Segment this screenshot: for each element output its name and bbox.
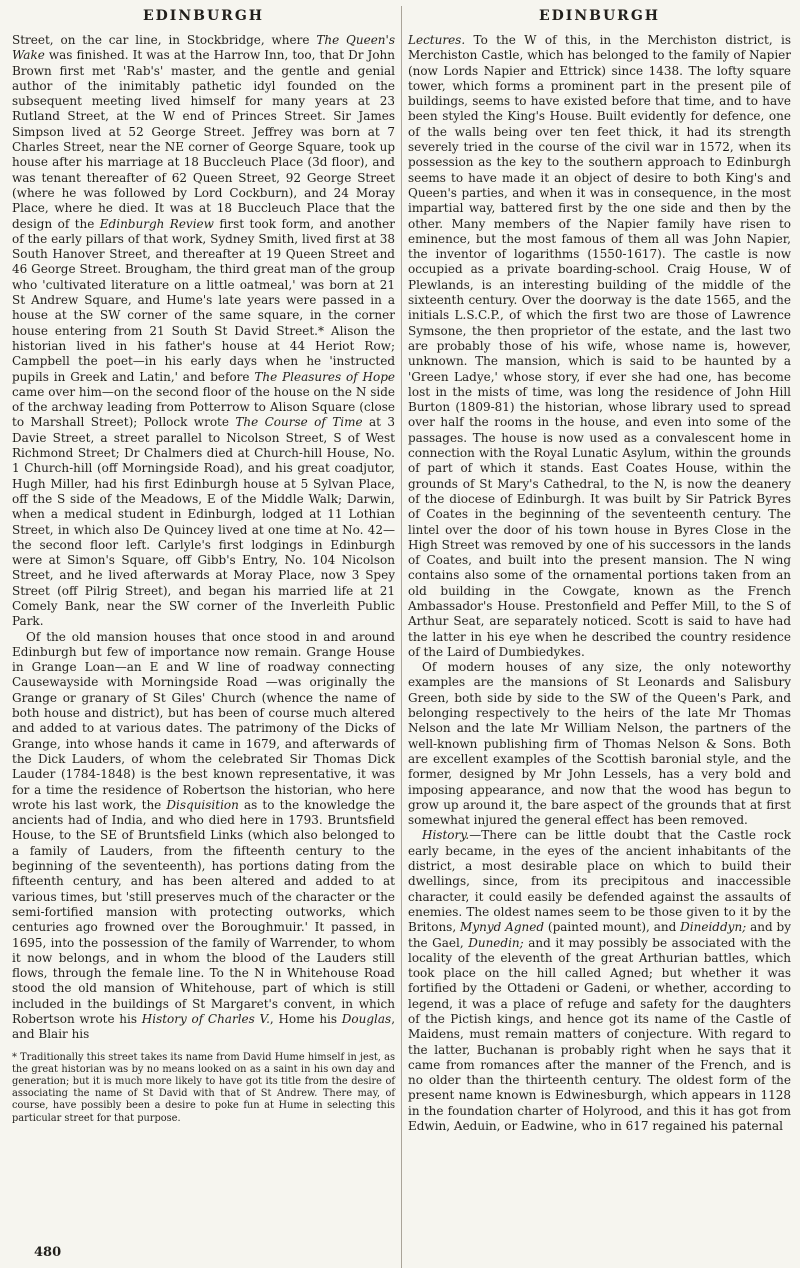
right-column xyxy=(406,6,791,1268)
right-paragraph-3: History.—There can be little doubt that the Castle rock early became, in the eyes of the ancient inhabitants of the district, a most desirable place on which to build their dwellings, since, from its precipitous and inaccessible character, it could easily be defended against the assaults of enemies. The oldest names seem to be those given to it by the Britons, Mynyd Agned (painted mount), and Dineiddyn; and by the Gael, Dunedin; and it may possibly be associated with the locality of the eleventh of the great Arthurian battles, which took place on the hill called Agned; but whether it was fortified by the Ottadeni or Gadeni, or whether, according to legend, it was a place of refuge and safety for the daughters of the Pictish kings, and hence got its name of the Castle of Maidens, must remain matters of conjecture. With regard to the latter, Buchanan is probably right when he says that it came from romances after the manner of the French, and is no older than the thirteenth century. The oldest form of the present name known is Edwinesburgh, which appears in 1128 in the foundation charter of Holyrood, and this it has got from Edwin, Aeduin, or Eadwine, who in 617 regained his paternal xyxy=(408,828,791,1134)
running-head-left: EDINBURGH xyxy=(142,8,265,24)
running-head-right: EDINBURGH xyxy=(538,8,661,24)
left-paragraph-2: Of the old mansion houses that once stood in and around Edinburgh but few of importance now remain. Grange House in Grange Loan—an E and W line of roadway connecting Causewayside with Morningside Road —was originally the Grange or granary of St Giles' Church (whence the name of both house and district), but has been of course much altered and added to at various dates. The patrimony of the Dicks of Grange, into whose hands it came in 1679, and afterwards of the Dick Lauders, of whom the celebrated Sir Thomas Dick Lauder (1784-1848) is the best known representative, it was for a time the residence of Robertson the historian, who here wrote his last work, the Disquisition as to the knowledge the ancients had of India, and who died here in 1793. Bruntsfield House, to the SE of Bruntsfield Links (which also belonged to a family of Lauders, from the fifteenth century to the beginning of the seventeenth), has portions dating from the fifteenth century, and has been altered and added to at various times, but 'still preserves much of the character or the semi-fortified mansion with protecting outworks, which centuries ago frowned over the Boroughmuir.' It passed, in 1695, into the possession of the family of Warrender, to whom it now belongs, and in whom the blood of the Lauders still flows, through the female line. To the N in Whitehouse Road stood the old mansion of Whitehouse, part of which is still included in the buildings of St Margaret's convent, in which Robertson wrote his History of Charles V., Home his Douglas, and Blair his xyxy=(12,629,396,1042)
right-paragraph-1: Lectures. To the W of this, in the Merchiston district, is Merchiston Castle, which has belonged to the family of Napier (now Lords Napier and Ettrick) since 1438. The lofty square tower, which forms a prominent part in the present pile of buildings, seems to have existed before that time, and to have been styled the King's House. Built evidently for defence, one of the walls being over ten feet thick, it had its strength severely tried in the course of the civil war in 1572, when its possession as the key to the southern approach to Edinburgh seems to have made it an object of desire to both King's and Queen's parties, and when it was in consequence, in the most impartial way, battered first by the one side and then by the other. Many members of the Napier family have risen to eminence, but the most famous of them all was John Napier, the inventor of logarithms (1550-1617). The castle is now occupied as a private boarding-school. Craig House, W of Plewlands, is an interesting building of the middle of the sixteenth century. Over the doorway is the date 1565, and the initials L.S.C.P., of which the first two are those of Lawrence Symsone, the then proprietor of the estate, and the last two are probably those of his wife, whose name is, however, unknown. The mansion, which is said to be haunted by a 'Green Ladye,' whose story, if ever she had one, has become lost in the mists of time, was long the residence of John Hill Burton (1809-81) the historian, whose library used to spread over half the rooms in the house, and even into some of the passages. The house is now used as a convalescent home in connection with the Royal Lunatic Asylum, within the grounds of part of which it stands. East Coates House, within the grounds of St Mary's Cathedral, to the N, is now the deanery of the diocese of Edinburgh. It was built by Sir Patrick Byres of Coates in the beginning of the seventeenth century. The lintel over the door of his town house in Byres Close in the High Street was removed by one of his successors in the lands of Coates, and built into the present mansion. The N wing contains also some of the ornamental portions taken from an old building in the Cowgate, known as the French Ambassador's House. Prestonfield and Peffer Mill, to the S of Arthur Seat, are separately noticed. Scott is said to have had the latter in his eye when he described the country residence of the Laird of Dumbiedykes. xyxy=(408,33,791,659)
footnote: * Traditionally this street takes its name from David Hume himself in jest, as the great historian was by no means looked on as a saint in his own day and generation; but it is much more likely to have got its title from the desire of associating the name of St David with that of St Andrew. There may, of course, have possibly been a desire to poke fun at Hume in selecting this particular street for that purpose. xyxy=(12,1051,395,1124)
right-paragraph-2: Of modern houses of any size, the only noteworthy examples are the mansions of St Leonards and Salisbury Green, both side by side to the SW of the Queen's Park, and belonging respectively to the heirs of the late Mr Thomas Nelson and the late Mr William Nelson, the partners of the well-known publishing firm of Thomas Nelson & Sons. Both are excellent examples of the Scottish baronial style, and the former, designed by Mr John Lessels, has a very bold and imposing appearance, and now that the wood has begun to grow up around it, the bare aspect of the grounds that at first somewhat injured the general effect has been removed. xyxy=(408,660,791,828)
column-divider xyxy=(401,6,402,1268)
left-column xyxy=(12,6,397,1268)
left-paragraph-1: Street, on the car line, in Stockbridge, where The Queen's Wake was finished. It was at the Harrow Inn, too, that Dr John Brown first met 'Rab's' master, and the gentle and genial author of the inimitably pathetic idyl founded on the subsequent meeting lived himself for many years at 23 Rutland Street, at the W end of Princes Street. Sir James Simpson lived at 52 George Street. Jeffrey was born at 7 Charles Street, near the NE corner of George Square, took up house after his marriage at 18 Buccleuch Place (3d floor), and was tenant thereafter of 62 Queen Street, 92 George Street (where he was followed by Lord Cockburn), and 24 Moray Place, where he died. It was at 18 Buccleuch Place that the design of the Edinburgh Review first took form, and another of the early pillars of that work, Sydney Smith, lived first at 38 South Hanover Street, and thereafter at 19 Queen Street and 46 George Street. Brougham, the third great man of the group who 'cultivated literature on a little oatmeal,' was born at 21 St Andrew Square, and Hume's late years were passed in a house at the SW corner of the same square, in the corner house entering from 21 South St David Street.* Alison the historian lived in his father's house at 44 Heriot Row; Campbell the poet—in his early days when he 'instructed pupils in Greek and Latin,' and before The Pleasures of Hope came over him—on the second floor of the house on the N side of the archway leading from Potterrow to Alison Square (close to Marshall Street); Pollock wrote The Course of Time at 3 Davie Street, a street parallel to Nicolson Street, S of West Richmond Street; Dr Chalmers died at Church-hill House, No. 1 Church-hill (off Morningside Road), and his great coadjutor, Hugh Miller, had his first Edinburgh house at 5 Sylvan Place, off the S side of the Meadows, E of the Middle Walk; Darwin, when a medical student in Edinburgh, lodged at 11 Lothian Street, in which also De Quincey lived at one time at No. 42—the second floor left. Carlyle's first lodgings in Edinburgh were at Simon's Square, off Gibb's Entry, No. 104 Nicolson Street, and he lived afterwards at Moray Place, now 3 Spey Street (off Pilrig Street), and began his married life at 21 Comely Bank, near the SW corner of the Inverleith Public Park. xyxy=(12,33,396,629)
page-number: 480 xyxy=(34,1245,62,1260)
